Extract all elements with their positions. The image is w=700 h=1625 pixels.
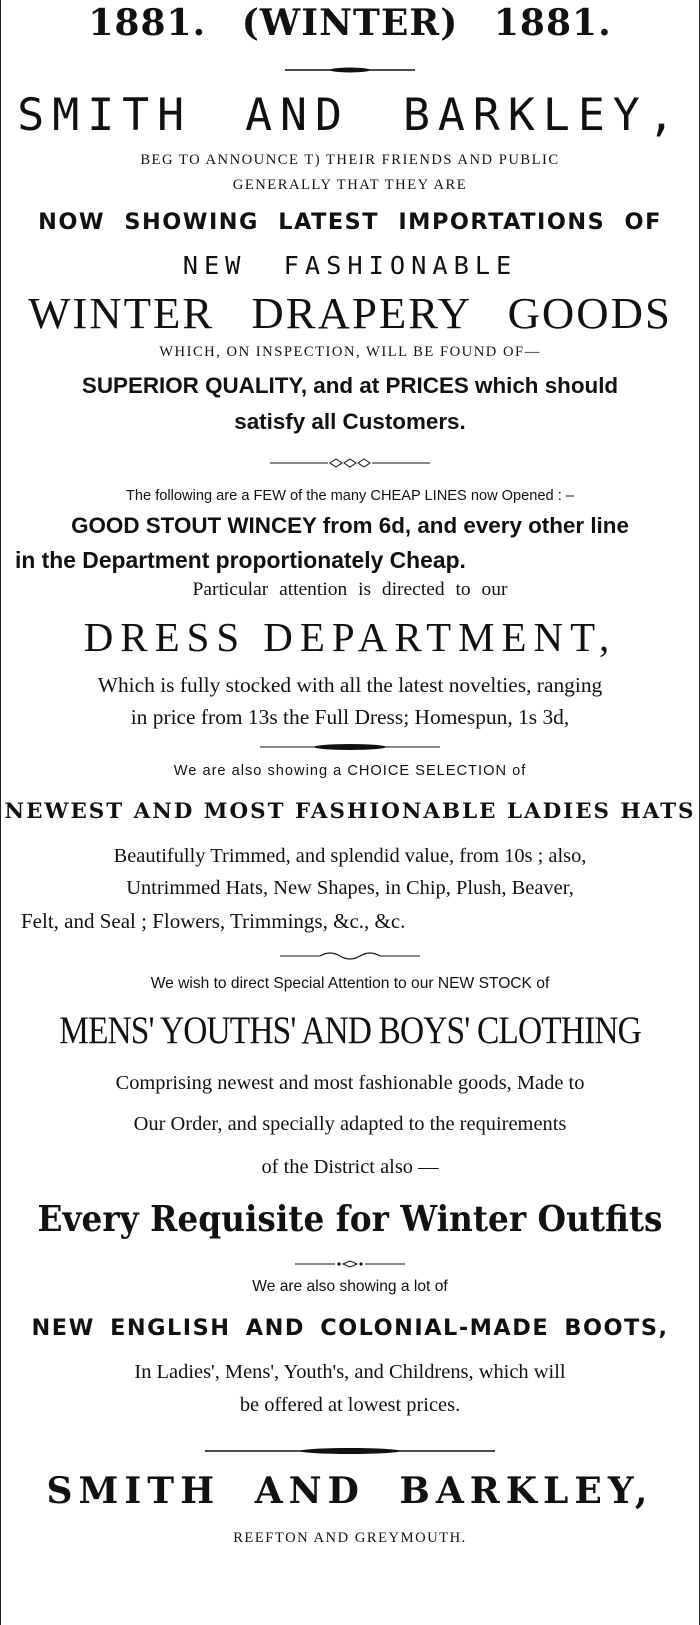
every-requisite-heading: Every Requisite for Winter Outfits [37,1199,663,1240]
inspection-line: WHICH, ON INSPECTION, WILL BE FOUND OF— [159,344,541,360]
now-showing-line: NOW SHOWING LATEST IMPORTATIONS OF [38,209,662,235]
fully-stocked-line: Which is fully stocked with all the latest novelties, ranging [97,673,603,697]
firm-name-footer: SMITH AND BARKLEY, [46,1470,654,1512]
trimmed-hats-line-3: Felt, and Seal ; Flowers, Trimmings, &c., &c. [21,909,406,933]
new-fashionable-line: NEW FASHIONABLE [182,250,518,280]
year-season-header: 1881. (WINTER) 1881. [88,2,612,44]
ornament-rule-bottom [205,1446,495,1456]
good-stout-wincey-line: GOOD STOUT WINCEY from 6d, and every other line [71,513,629,538]
ornament-rule-chain [260,742,440,752]
mens-clothing-heading: MENS' YOUTHS' AND BOYS' CLOTHING [59,1009,641,1052]
special-attention-line: We wish to direct Special Attention to our NEW STOCK of [150,975,550,992]
satisfy-customers-line: satisfy all Customers. [234,409,466,434]
ornament-rule-diamonds-1 [270,458,430,468]
choice-selection-line: We are also showing a CHOICE SELECTION of [173,763,527,779]
particular-attention-line: Particular attention is directed to our [192,579,508,600]
ornament-rule-scroll [280,950,420,962]
comprising-line-2: Our Order, and specially adapted to the requirements [133,1113,567,1135]
comprising-line-3: of the District also — [261,1156,439,1178]
superior-quality-line: SUPERIOR QUALITY, and at PRICES which should [81,373,619,398]
ornament-rule-small [295,1259,405,1269]
trimmed-hats-line-2: Untrimmed Hats, New Shapes, in Chip, Plush, Beaver, [126,877,574,899]
ladies-mens-line: In Ladies', Mens', Youth's, and Childrens, which will [134,1361,566,1383]
announcement-line-2: GENERALLY THAT THEY ARE [232,177,468,193]
location-line: REEFTON AND GREYMOUTH. [233,1530,467,1546]
ladies-hats-heading: NEWEST AND MOST FASHIONABLE LADIES HATS [4,799,696,824]
showing-lot-line: We are also showing a lot of [252,1278,448,1295]
firm-name-heading: SMITH AND BARKLEY, [17,88,683,141]
winter-drapery-heading: WINTER DRAPERY GOODS [28,288,672,338]
announcement-line-1: BEG TO ANNOUNCE T) THEIR FRIENDS AND PUBLIC [140,152,560,168]
comprising-line-1: Comprising newest and most fashionable goods, Made to [115,1072,585,1094]
department-cheap-line: in the Department proportionately Cheap. [15,547,466,573]
trimmed-hats-line-1: Beautifully Trimmed, and splendid value, from 10s ; also, [113,845,587,867]
price-line: in price from 13s the Full Dress; Homespun, 1s 3d, [130,705,570,729]
dress-department-heading: DRESS DEPARTMENT, [83,615,617,660]
lowest-prices-line: be offered at lowest prices. [239,1394,461,1416]
ornament-rule-top [285,66,415,74]
boots-heading: NEW ENGLISH AND COLONIAL-MADE BOOTS, [31,1315,669,1341]
following-cheap-lines: The following are a FEW of the many CHEAP LINES now Opened : – [126,488,574,504]
